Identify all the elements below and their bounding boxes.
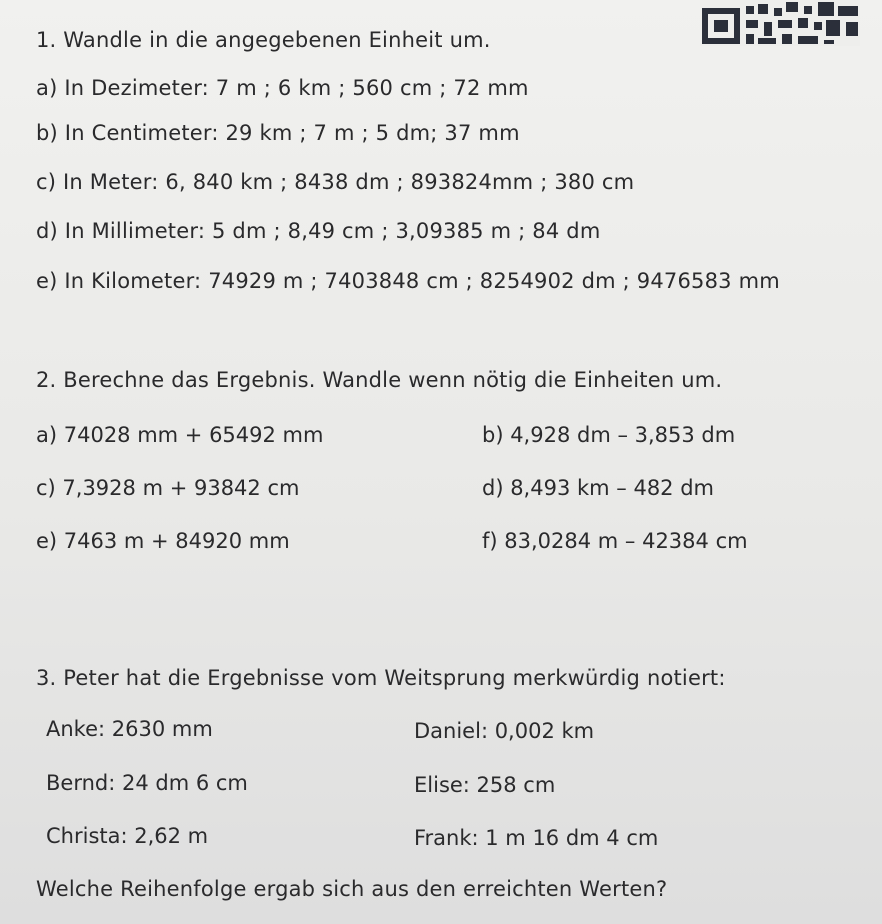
task3-result-anke: Anke: 2630 mm: [46, 717, 213, 741]
task2-item-c: c) 7,3928 m + 93842 cm: [36, 476, 300, 500]
task1-item-b: b) In Centimeter: 29 km ; 7 m ; 5 dm; 37 mm: [36, 121, 520, 145]
task3-result-christa: Christa: 2,62 m: [46, 824, 209, 848]
task3-result-bernd: Bernd: 24 dm 6 cm: [46, 771, 248, 795]
task3-question: Welche Reihenfolge ergab sich aus den erreichten Werten?: [36, 877, 668, 901]
task2-item-f: f) 83,0284 m – 42384 cm: [482, 529, 748, 553]
task1-item-d: d) In Millimeter: 5 dm ; 8,49 cm ; 3,09385 m ; 84 dm: [36, 219, 601, 243]
task2-heading: 2. Berechne das Ergebnis. Wandle wenn nötig die Einheiten um.: [36, 368, 723, 392]
qr-code-icon: [700, 0, 860, 46]
task1-heading: 1. Wandle in die angegebenen Einheit um.: [36, 28, 491, 52]
task1-item-c: c) In Meter: 6, 840 km ; 8438 dm ; 893824mm ; 380 cm: [36, 170, 635, 194]
task3-heading: 3. Peter hat die Ergebnisse vom Weitsprung merkwürdig notiert:: [36, 666, 726, 690]
task3-result-elise: Elise: 258 cm: [414, 773, 556, 797]
task2-item-d: d) 8,493 km – 482 dm: [482, 476, 715, 500]
task1-item-a: a) In Dezimeter: 7 m ; 6 km ; 560 cm ; 72 mm: [36, 76, 529, 100]
task2-item-b: b) 4,928 dm – 3,853 dm: [482, 423, 736, 447]
task2-item-e: e) 7463 m + 84920 mm: [36, 529, 290, 553]
task2-item-a: a) 74028 mm + 65492 mm: [36, 423, 324, 447]
task1-item-e: e) In Kilometer: 74929 m ; 7403848 cm ; 8254902 dm ; 9476583 mm: [36, 269, 780, 293]
task3-result-daniel: Daniel: 0,002 km: [414, 719, 595, 743]
task3-result-frank: Frank: 1 m 16 dm 4 cm: [414, 826, 659, 850]
